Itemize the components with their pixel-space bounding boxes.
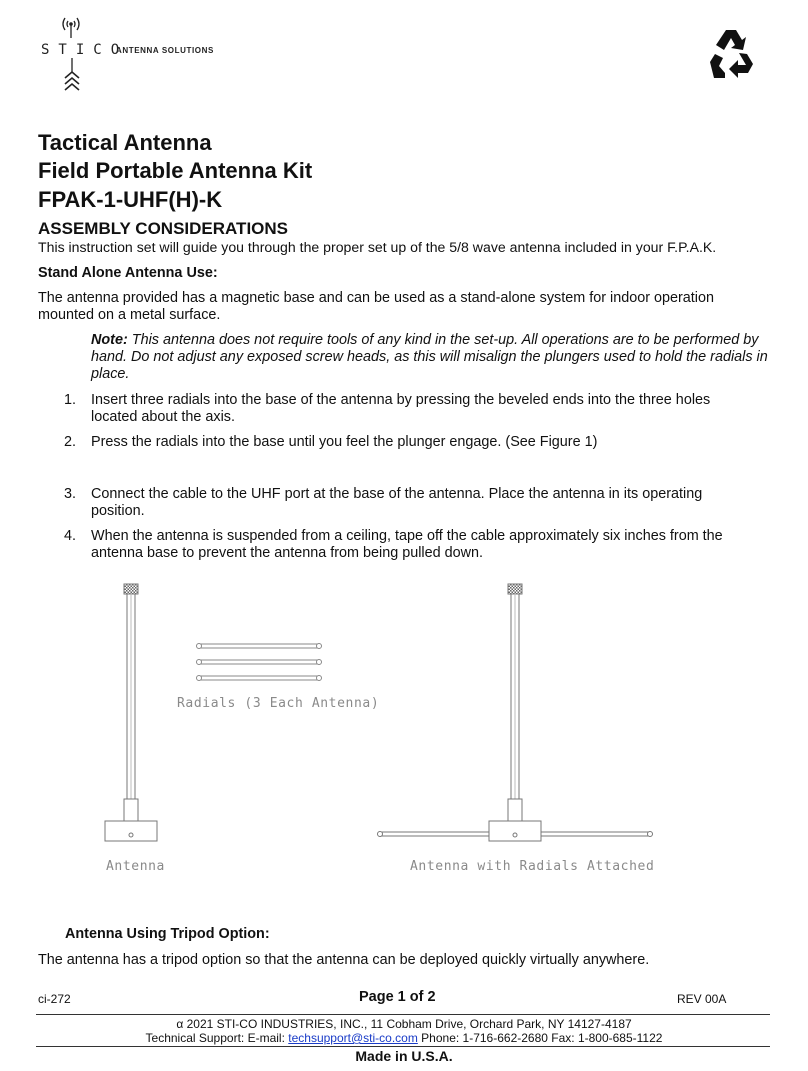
title-line-1: Tactical Antenna bbox=[38, 130, 212, 155]
antenna-alone bbox=[105, 584, 157, 841]
copyright-text: 2021 STI-CO INDUSTRIES, INC., 11 Cobham Drive, Orchard Park, NY 14127-4187 bbox=[186, 1017, 632, 1031]
footer-rule-top bbox=[36, 1014, 770, 1015]
recycle-icon bbox=[706, 26, 764, 82]
chevron-icon bbox=[62, 58, 82, 98]
support-line bbox=[0, 1031, 808, 1045]
step-text: When the antenna is suspended from a ceiling, tape off the cable approximately six inches from the antenna base to prevent the antenna from being pulled down. bbox=[91, 528, 723, 561]
step-2 bbox=[64, 434, 754, 451]
antenna-diagram bbox=[0, 578, 808, 858]
made-in: Made in U.S.A. bbox=[355, 1048, 453, 1064]
safety-note bbox=[91, 332, 771, 383]
copyright-line bbox=[0, 1017, 808, 1031]
assembly-heading: ASSEMBLY CONSIDERATIONS bbox=[38, 219, 289, 238]
step-1 bbox=[64, 392, 754, 426]
support-prefix: Technical Support: E-mail: bbox=[145, 1031, 285, 1045]
note-text: This antenna does not require tools of any kind in the set-up. All operations are to be performed by hand. Do not adjust any exposed screw heads, as this will misalign the plungers used to hold the radials in place. bbox=[91, 332, 768, 382]
step-text: Press the radials into the base until you feel the plunger engage. (See Figure 1) bbox=[91, 434, 598, 450]
tripod-heading: Antenna Using Tripod Option: bbox=[65, 926, 270, 942]
antenna-signal-icon bbox=[56, 14, 86, 38]
step-text: Connect the cable to the UHF port at the base of the antenna. Place the antenna in its operating position. bbox=[91, 486, 703, 519]
step-number: 4. bbox=[64, 528, 77, 544]
title-line-3: FPAK-1-UHF(H)-K bbox=[38, 187, 223, 212]
radials-caption: Radials (3 Each Antenna) bbox=[177, 696, 380, 711]
support-email-link[interactable]: techsupport@sti-co.com bbox=[288, 1031, 418, 1045]
copyright-symbol: α bbox=[176, 1017, 184, 1031]
logo-subtitle: ANTENNA SOLUTIONS bbox=[116, 46, 214, 55]
antenna-caption: Antenna bbox=[106, 859, 165, 874]
step-text: Insert three radials into the base of the antenna by pressing the beveled ends into the three holes located about the axis. bbox=[91, 392, 711, 425]
revision: REV 00A bbox=[677, 992, 727, 1006]
tripod-body: The antenna has a tripod option so that the antenna can be deployed quickly virtually anywhere. bbox=[38, 952, 650, 968]
standalone-heading: Stand Alone Antenna Use: bbox=[38, 265, 218, 281]
footer-rule-bottom bbox=[36, 1046, 770, 1047]
doc-id: ci-272 bbox=[38, 992, 71, 1006]
step-number: 1. bbox=[64, 392, 77, 408]
step-number: 2. bbox=[64, 434, 77, 450]
step-number: 3. bbox=[64, 486, 77, 502]
radials bbox=[197, 644, 322, 681]
note-label: Note: bbox=[91, 332, 128, 348]
standalone-body: The antenna provided has a magnetic base and can be used as a stand-alone system for indoor operation mounted on a metal surface. bbox=[38, 290, 715, 323]
support-phones: Phone: 1-716-662-2680 Fax: 1-800-685-1122 bbox=[421, 1031, 663, 1045]
step-3 bbox=[64, 486, 754, 520]
title-line-2: Field Portable Antenna Kit bbox=[38, 158, 313, 183]
antenna-with-radials bbox=[378, 584, 653, 841]
assembly-intro: This instruction set will guide you through the proper set up of the 5/8 wave antenna included in your F.P.A.K. bbox=[38, 239, 717, 255]
step-4 bbox=[64, 528, 754, 562]
attached-caption: Antenna with Radials Attached bbox=[410, 859, 655, 874]
logo-wordmark: STICO bbox=[41, 42, 129, 58]
page-number: Page 1 of 2 bbox=[359, 989, 436, 1005]
